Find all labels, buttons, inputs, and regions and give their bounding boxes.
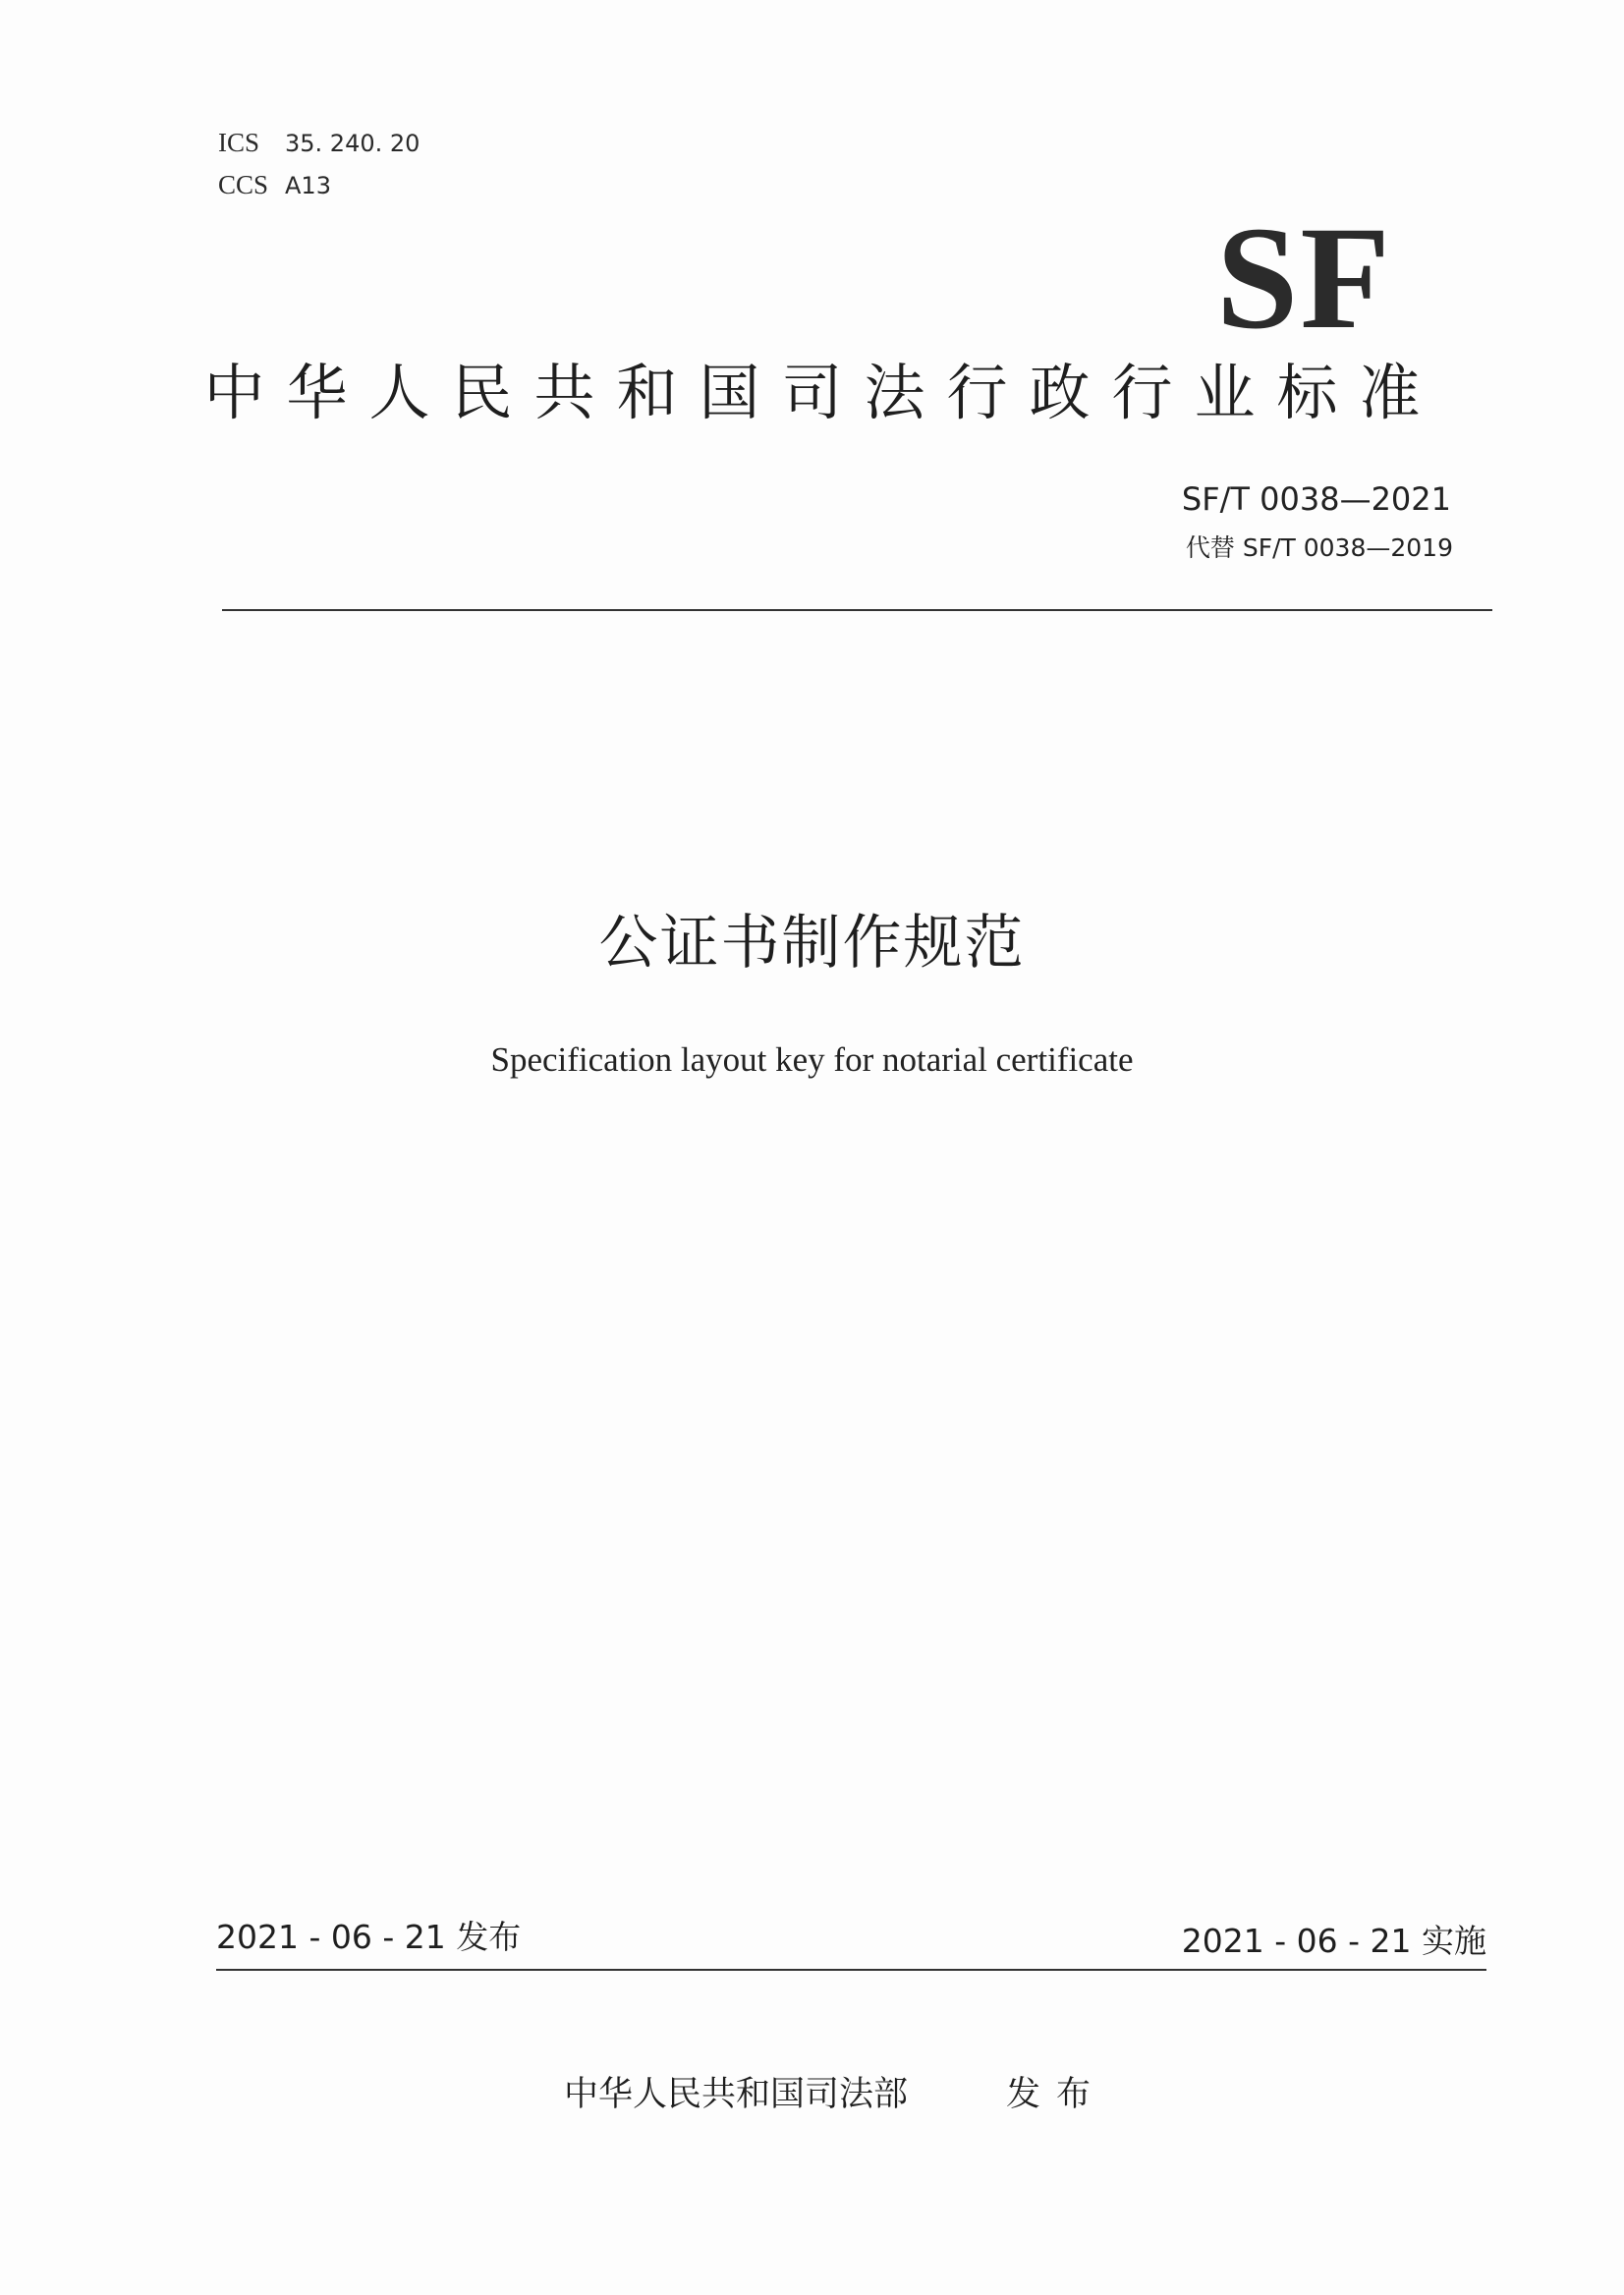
ics-row xyxy=(218,122,420,164)
replaces-standard: 代替 SF/T 0038—2019 xyxy=(1185,533,1453,562)
document-title-chinese: 公证书制作规范 xyxy=(598,909,1026,978)
footer-divider xyxy=(216,1969,1486,1971)
ccs-row xyxy=(218,164,420,206)
ccs-value: A13 xyxy=(285,172,331,199)
ics-value: 35. 240. 20 xyxy=(285,130,420,157)
issue-date: 2021 - 06 - 21 发布 xyxy=(216,1918,522,1956)
standard-category-heading: 中华人民共和国司法行政行业标准 xyxy=(203,357,1442,428)
publish-label: 发布 xyxy=(1006,2075,1107,2114)
header-divider xyxy=(222,609,1492,611)
sf-logo: SF xyxy=(1215,196,1392,360)
document-title-english: Specification layout key for notarial certificate xyxy=(490,1040,1134,1079)
standard-number: SF/T 0038—2021 xyxy=(1181,480,1451,518)
classification-codes xyxy=(218,122,420,206)
ccs-label: CCS xyxy=(218,170,269,199)
publisher-name: 中华人民共和国司法部 xyxy=(564,2075,909,2114)
implementation-date: 2021 - 06 - 21 实施 xyxy=(1181,1922,1486,1960)
ics-label: ICS xyxy=(218,128,260,157)
